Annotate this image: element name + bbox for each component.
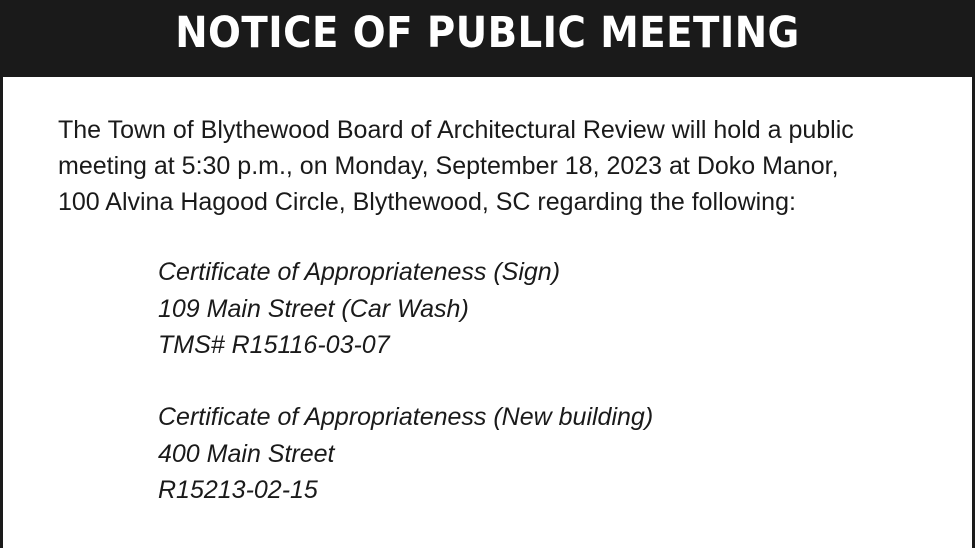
agenda-item-tms: TMS# R15116-03-07 <box>158 331 390 359</box>
intro-paragraph <box>58 112 928 220</box>
agenda-item-title: Certificate of Appropriateness (New building) <box>158 403 654 431</box>
notice-title: NOTICE OF PUBLIC MEETING <box>175 8 800 58</box>
intro-line: meeting at 5:30 p.m., on Monday, September 18, 2023 at Doko Manor, <box>58 152 839 180</box>
agenda-item-title: Certificate of Appropriateness (Sign) <box>158 258 561 286</box>
intro-line: 100 Alvina Hagood Circle, Blythewood, SC regarding the following: <box>58 188 796 216</box>
agenda-item <box>158 399 653 509</box>
agenda-item-tms: R15213-02-15 <box>158 476 318 504</box>
agenda-item-address: 400 Main Street <box>158 439 335 468</box>
intro-line: The Town of Blythewood Board of Architectural Review will hold a public <box>58 116 854 144</box>
agenda-item-address: 109 Main Street (Car Wash) <box>158 294 469 323</box>
agenda-item <box>158 254 560 364</box>
header-bar <box>3 0 972 77</box>
